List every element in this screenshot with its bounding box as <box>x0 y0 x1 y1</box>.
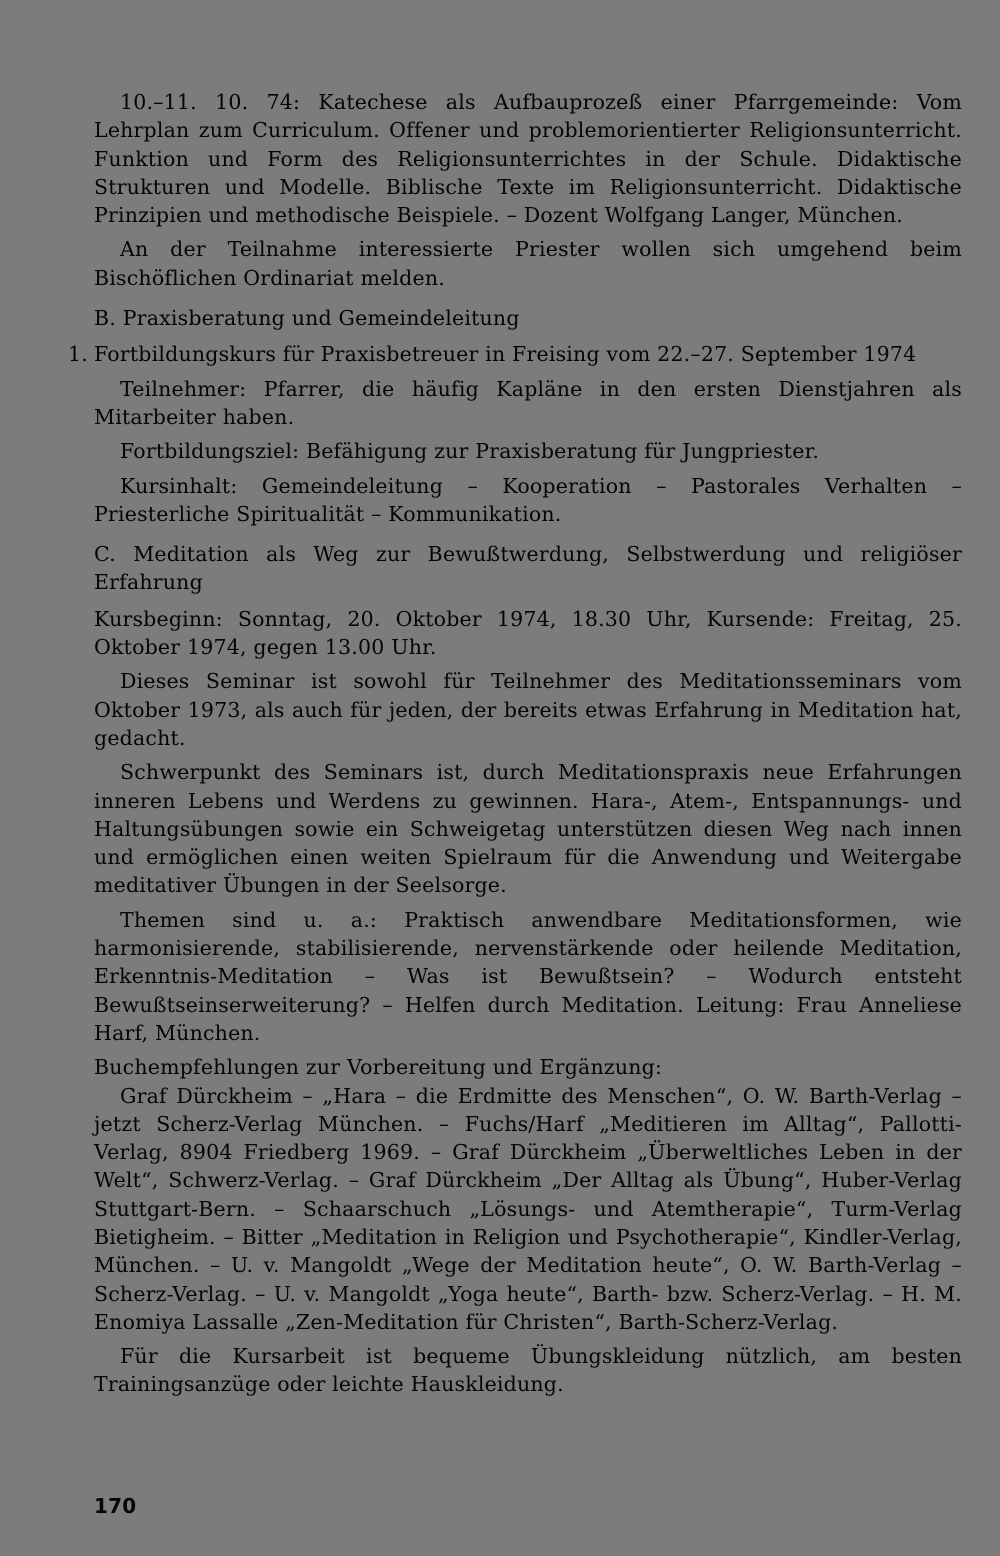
paragraph-kursinhalt: Kursinhalt: Gemeindeleitung – Kooperation – Pastorales Verhalten – Priesterliche Spiritualität – Kommunikation. <box>94 473 962 526</box>
paragraph-buchempfehlungen: Buchempfehlungen zur Vorbereitung und Ergänzung: <box>94 1055 663 1080</box>
paragraph-schwerpunkt: Schwerpunkt des Seminars ist, durch Meditationspraxis neue Erfahrungen inneren Lebens und Werdens zu gewinnen. Hara-, Atem-, Entspannungs- und Haltungsübungen sowie ein Schweigetag unterstützen diesen Weg nach innen und ermöglichen einen weiten Spielraum für die Anwendung und Weitergabe meditativer Übungen in der Seelsorge. <box>94 760 962 898</box>
paragraph-themen: Themen sind u. a.: Praktisch anwendbare Meditationsformen, wie harmonisierende, stabilisierende, nervenstärkende oder heilende Meditation, Erkenntnis-Meditation – Was ist Bewußtsein? – Wodurch entsteht Bewußtseinserweiterung? – Helfen durch Meditation. Leitung: Frau Anneliese Harf, München. <box>94 907 962 1045</box>
paragraph-buchliste: Graf Dürckheim – „Hara – die Erdmitte des Menschen“, O. W. Barth-Verlag – jetzt Scherz-Verlag München. – Fuchs/Harf „Meditieren im Alltag“, Pallotti-Verlag, 8904 Friedberg 1969. – Graf Dürckheim „Überweltliches Leben in der Welt“, Schwerz-Verlag. – Graf Dürckheim „Der Alltag als Übung“, Huber-Verlag Stuttgart-Bern. – Schaarschuch „Lösungs- und Atemtherapie“, Turm-Verlag Bietigheim. – Bitter „Meditation in Religion und Psychotherapie“, Kindler-Verlag, München. – U. v. Mangoldt „Wege der Meditation heute“, O. W. Barth-Verlag – Scherz-Verlag. – U. v. Mangoldt „Yoga heute“, Barth- bzw. Scherz-Verlag. – H. M. Enomiya Lassalle „Zen-Meditation für Christen“, Barth-Scherz-Verlag. <box>94 1083 962 1334</box>
page-number: 170 <box>94 1494 137 1518</box>
paragraph-seminar: Dieses Seminar ist sowohl für Teilnehmer des Meditationsseminars vom Oktober 1973, als auch für jeden, der bereits etwas Erfahrung in Meditation hat, gedacht. <box>94 669 962 750</box>
paragraph-kursarbeit: Für die Kursarbeit ist bequeme Übungskleidung nützlich, am besten Trainingsanzüge oder leichte Hauskleidung. <box>94 1344 962 1397</box>
paragraph-katechese: 10.–11. 10. 74: Katechese als Aufbauprozeß einer Pfarrgemeinde: Vom Lehrplan zum Curriculum. Offener und problemorientierter Religionsunterricht. Funktion und Form des Religionsunterrichtes in der Schule. Didaktische Strukturen und Modelle. Biblische Texte im Religionsunterricht. Didaktische Prinzipien und methodische Beispiele. – Dozent Wolfgang Langer, München. <box>94 90 962 228</box>
list-item-fortbildungskurs <box>68 340 962 368</box>
section-heading-c: C. Meditation als Weg zur Bewußtwerdung, Selbstwerdung und religiöser Erfahrung <box>94 542 962 595</box>
paragraph-fortbildungsziel: Fortbildungsziel: Befähigung zur Praxisberatung für Jungpriester. <box>120 439 820 464</box>
paragraph-kursbeginn: Kursbeginn: Sonntag, 20. Oktober 1974, 18.30 Uhr, Kursende: Freitag, 25. Oktober 1974, gegen 13.00 Uhr. <box>94 606 962 660</box>
list-item-text: Fortbildungskurs für Praxisbetreuer in Freising vom 22.–27. September 1974 <box>94 342 917 367</box>
section-heading-b: B. Praxisberatung und Gemeindeleitung <box>94 306 520 331</box>
list-item-number: 1. <box>68 342 88 367</box>
paragraph-teilnehmer: Teilnehmer: Pfarrer, die häufig Kapläne in den ersten Dienstjahren als Mitarbeiter haben. <box>94 376 962 429</box>
paragraph-teilnahme: An der Teilnahme interessierte Priester wollen sich umgehend beim Bischöflichen Ordinariat melden. <box>94 237 962 290</box>
